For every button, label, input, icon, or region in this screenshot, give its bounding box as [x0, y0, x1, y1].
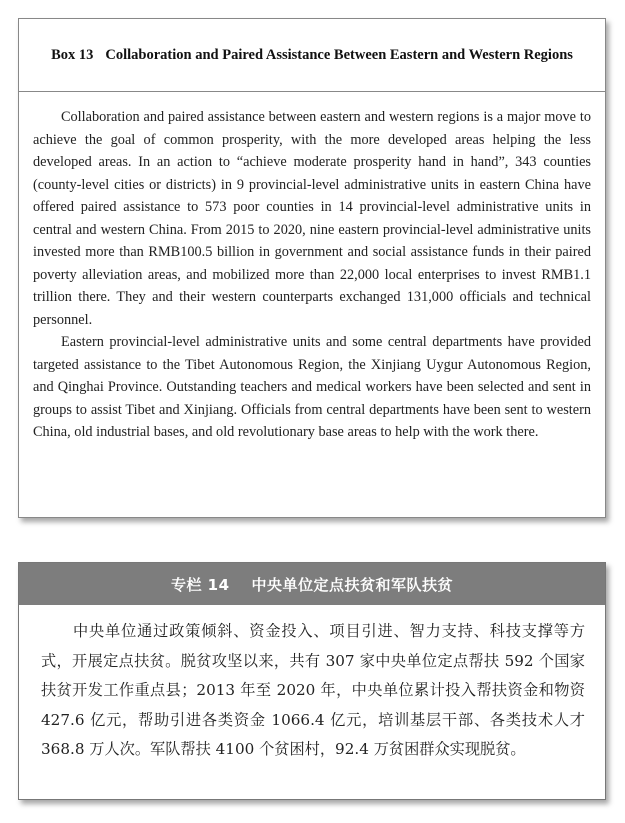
box-13-body: [19, 92, 605, 444]
box-13-header: [19, 19, 605, 92]
box-14-title: 中央单位定点扶贫和军队扶贫: [251, 575, 454, 594]
box-14-header: [19, 563, 605, 605]
box-13-title: [51, 45, 573, 66]
box-14-label: 专栏 14: [170, 575, 230, 594]
box-14: [18, 562, 606, 800]
box-14-paragraph: 中央单位通过政策倾斜、资金投入、项目引进、智力支持、科技支撑等方式，开展定点扶贫。脱贫攻坚以来，共有 307 家中央单位定点帮扶 592 个国家扶贫开发工作重点县；2013 年至 2020 年，中央单位累计投入帮扶资金和物资 427.6 亿元，帮助引进各类资金 1066.4 亿元，培训基层干部、各类技术人才 368.8 万人次。军队帮扶 4100 个贫困村，92.4 万贫困群众实现脱贫。: [41, 622, 585, 758]
box-13-paragraph-2: Eastern provincial-level administrative units and some central departments have provided targeted assistance to the Tibet Autonomous Region, the Xinjiang Uygur Autonomous Region, and Qinghai Province. Outstanding teachers and medical workers have been selected and sent in groups to assist Tibet and Xinjiang. Officials from central departments have been sent to western China, old industrial bases, and old revolutionary base areas to help with the work there.: [33, 334, 591, 440]
box-13-label: Box 13: [51, 46, 94, 63]
box-13: [18, 18, 606, 518]
box-13-title-text: Collaboration and Paired Assistance Between Eastern and Western Regions: [105, 46, 573, 63]
box-14-body: [19, 605, 605, 765]
box-13-paragraph-1: Collaboration and paired assistance between eastern and western regions is a major move to achieve the goal of common prosperity, with the more developed areas helping the less developed areas. In an action to “achieve moderate prosperity hand in hand”, 343 counties (county-level cities or districts) in 9 provincial-level administrative units in eastern China have offered paired assistance to 573 poor counties in 14 provincial-level administrative units in central and western China. From 2015 to 2020, nine eastern provincial-level administrative units invested more than RMB100.5 billion in government and social assistance funds in their paired poverty alleviation areas, and mobilized more than 22,000 local enterprises to invest RMB1.1 trillion there. They and their western counterparts exchanged 131,000 officials and technical personnel.: [33, 109, 591, 328]
